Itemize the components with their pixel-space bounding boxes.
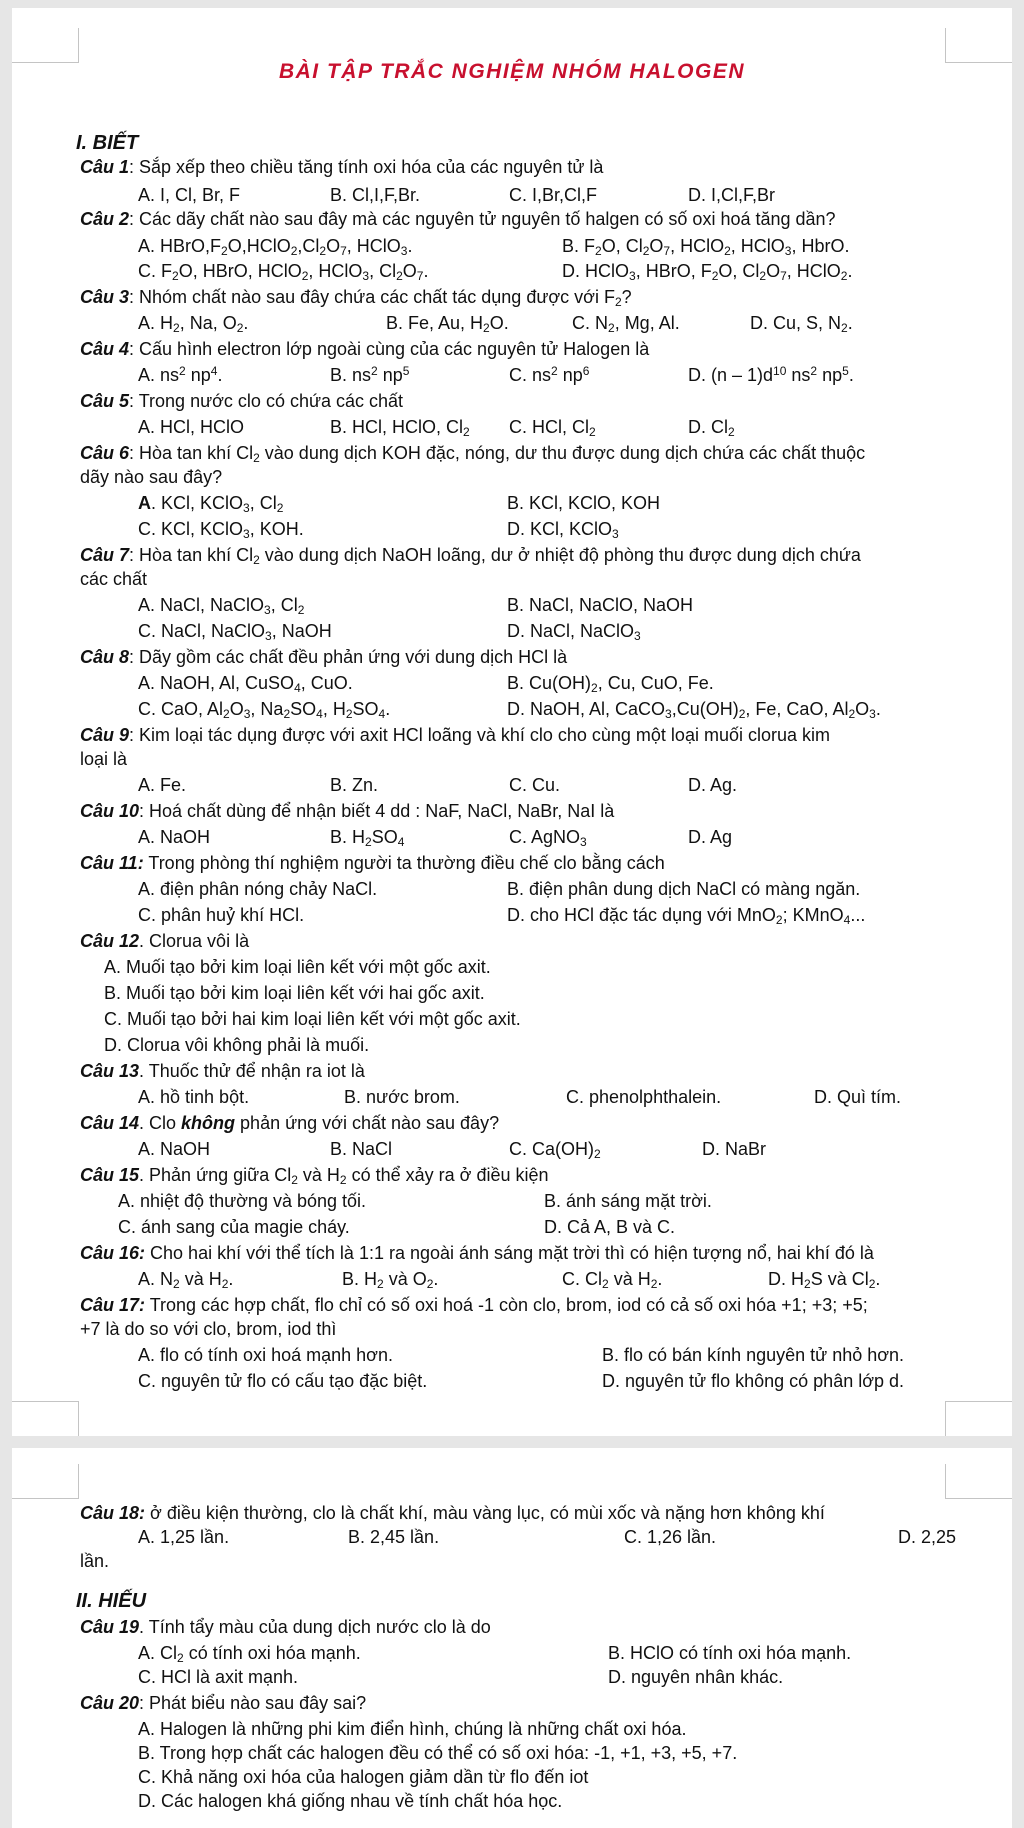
question-text: . Phản ứng giữa Cl — [139, 1165, 292, 1185]
question-text: : Cấu hình electron lớp ngoài cùng của các nguyên tử Halogen là — [129, 339, 650, 359]
question-text: Cho hai khí với thể tích là 1:1 ra ngoài ánh sáng mặt trời thì có hiện tượng nổ, hai khí đó là — [145, 1243, 874, 1263]
option-d: D. Các halogen khá giống nhau về tính chất hóa học. — [138, 1791, 563, 1811]
option-b: B. NaCl — [330, 1139, 393, 1159]
option-d: D. Ag — [688, 827, 733, 847]
crop-mark — [945, 1464, 1012, 1499]
question-text: phản ứng với chất nào sau đây? — [235, 1113, 500, 1133]
option-d: D. $(n - 1)d^{10}$ $ns^2$ $np^5$. — [688, 364, 854, 385]
option-b: B. $Cu(OH)_2$, Cu, CuO, Fe. — [507, 673, 714, 695]
option-d: D. nguyên nhân khác. — [608, 1667, 784, 1687]
option-a: A. $N_2$ và $H_2$. — [138, 1269, 234, 1291]
question-6: Câu 6: Hòa tan khí $Cl_2$ vào dung dịch KOH đặc, nóng, dư thu được dung dịch chứa các chất thuộc — [80, 443, 866, 465]
crop-mark — [945, 28, 1012, 63]
option-b: B. Cl,I,F,Br. — [330, 185, 421, 205]
option-b: B. $H_2SO_4$ — [330, 827, 405, 849]
option-text: , KOH. — [249, 519, 304, 539]
option-a: A. KCl, KClO$_3$, $Cl_2$ — [138, 493, 284, 515]
question-8 — [80, 646, 567, 668]
question-17 — [80, 1294, 868, 1316]
option-a: A. Muối tạo bởi kim loại liên kết với một gốc axit. — [104, 957, 491, 977]
option-c: C. $N_2$, Mg, Al. — [572, 313, 680, 335]
question-text: : Kim loại tác dụng được với axit HCl loãng và khí clo cho cùng một loại muối clorua kim — [129, 725, 830, 745]
question-label: Câu 1 — [80, 157, 130, 177]
option-c: C. HCl, $Cl_2$ — [509, 417, 596, 439]
question-label: Câu 9 — [80, 725, 130, 745]
option-d: D. Ag. — [688, 775, 738, 795]
question-text: vào dung dịch NaOH loãng, dư ở nhiệt độ phòng thu được dung dịch chứa — [259, 545, 861, 565]
question-text: Trong các hợp chất, flo chỉ có số oxi hoá -1 còn clo, brom, iod có cả số oxi hóa +1; +3; +5; — [145, 1295, 868, 1315]
question-text: vào dung dịch KOH đặc, nóng, dư thu được dung dịch chứa các chất thuộc — [259, 443, 866, 463]
question-text: . Clo — [139, 1113, 182, 1133]
option-d: D. $H_2S$ và $Cl_2$. — [768, 1269, 881, 1291]
option-a: A. NaCl, NaClO$_3$, $Cl_2$ — [138, 595, 305, 617]
option-a: A. I, Cl, Br, F — [138, 185, 241, 205]
question-label: Câu 18: — [80, 1503, 146, 1523]
section-heading: I. BIẾT — [76, 132, 139, 154]
option-c: C. KCl, KClO$_3$, KOH. — [138, 519, 304, 541]
option-b: B. Fe, Au, $H_2O$. — [386, 313, 509, 335]
question-label: Câu 19 — [80, 1617, 140, 1637]
option-d: D. nguyên tử flo không có phân lớp d. — [602, 1371, 905, 1391]
question-text-cont: loại là — [80, 749, 128, 769]
question-text-cont: lần. — [80, 1551, 110, 1571]
option-c: C. Cu. — [509, 775, 561, 795]
question-text: : Hòa tan khí Cl — [129, 443, 254, 463]
crop-mark — [12, 1401, 79, 1436]
option-a: A. NaOH — [138, 1139, 211, 1159]
question-text: : Các dãy chất nào sau đây mà các nguyên tử nguyên tố halgen có số oxi hoá tăng dần? — [129, 209, 836, 229]
question-2 — [80, 208, 836, 230]
document-title: BÀI TẬP TRẮC NGHIỆM NHÓM HALOGEN — [278, 60, 746, 83]
option-a: A. $Cl_2$ có tính oxi hóa mạnh. — [138, 1643, 361, 1665]
question-text-emphasis: không — [181, 1113, 236, 1133]
option-a: A. $ns^2$ $np^4$. — [138, 364, 223, 385]
question-12 — [80, 930, 249, 952]
option-d: D. HClO$_3$, HBrO, $F_2O$, $Cl_2O_7$, HClO$_2$. — [562, 261, 853, 283]
option-d: D. I,Cl,F,Br — [688, 185, 776, 205]
question-text: : Trong nước clo có chứa các chất — [129, 391, 404, 411]
question-text: . Thuốc thử để nhận ra iot là — [139, 1061, 365, 1081]
option-b: B. Zn. — [330, 775, 379, 795]
option-d: D. KCl, KClO$_3$ — [507, 519, 619, 541]
option-b: B. nước brom. — [344, 1087, 460, 1107]
option-c: C. NaCl, NaClO$_3$, NaOH — [138, 621, 332, 643]
option-c: C. Khả năng oxi hóa của halogen giảm dần từ flo đến iot — [138, 1767, 589, 1787]
question-label: Câu 14 — [80, 1113, 140, 1133]
section-heading: II. HIẾU — [76, 1590, 147, 1612]
question-1 — [80, 156, 603, 178]
option-b: B. KCl, KClO, KOH — [507, 493, 661, 513]
question-text: : Hòa tan khí Cl — [129, 545, 254, 565]
question-text: : Sắp xếp theo chiều tăng tính oxi hóa của các nguyên tử là — [129, 157, 604, 177]
option-a: A. flo có tính oxi hoá mạnh hơn. — [138, 1345, 393, 1365]
option-c: C. I,Br,Cl,F — [509, 185, 598, 205]
option-b: B. 2,45 lần. — [348, 1527, 440, 1547]
option-a: A. hồ tinh bột. — [138, 1087, 250, 1107]
option-a: A. nhiệt độ thường và bóng tối. — [118, 1191, 367, 1211]
option-d: D. NaOH, Al, $CaCO_3,Cu(OH)_2$, Fe, CaO, $Al_2O_3$. — [507, 699, 881, 721]
question-text: : Nhóm chất nào sau đây chứa các chất tác dụng được với F — [129, 287, 615, 307]
question-text-cont: các chất — [80, 569, 148, 589]
option-b: B. điện phân dung dịch NaCl có màng ngăn. — [507, 879, 861, 899]
option-d: D. cho HCl đặc tác dụng với MnO$_2$; KMnO$_4$... — [507, 905, 866, 927]
option-c: C. HCl là axit mạnh. — [138, 1667, 299, 1687]
question-label: Câu 7 — [80, 545, 130, 565]
option-c: C. ánh sang của magie cháy. — [118, 1217, 350, 1237]
option-c: C. phenolphthalein. — [566, 1087, 722, 1107]
option-c: C. AgNO$_3$ — [509, 827, 587, 849]
question-text: . Tính tẩy màu của dung dịch nước clo là do — [139, 1617, 491, 1637]
option-a: A. $H_2$, Na, $O_2$. — [138, 313, 249, 335]
option-b: B. HCl, HClO, $Cl_2$ — [330, 417, 470, 439]
option-c: C. Muối tạo bởi hai kim loại liên kết với một gốc axit. — [104, 1009, 521, 1029]
question-label: Câu 8 — [80, 647, 130, 667]
question-text-cont: dãy nào sau đây? — [80, 467, 223, 487]
option-d: D. Clorua vôi không phải là muối. — [104, 1035, 370, 1055]
option-b: B. $ns^2$ $np^5$ — [330, 364, 410, 385]
question-text: Trong phòng thí nghiệm người ta thường điều chế clo bằng cách — [143, 853, 665, 873]
question-label: Câu 10 — [80, 801, 140, 821]
option-c: C. $F_2O$, HBrO, HClO$_2$, HClO$_3$, $Cl_2O_7$. — [138, 261, 429, 283]
option-b: B. $F_2O$, $Cl_2O_7$, HClO$_2$, HClO$_3$, HbrO. — [562, 236, 850, 258]
option-c: C. $ns^2$ $np^6$ — [509, 364, 590, 385]
question-label: Câu 11: — [80, 853, 144, 873]
option-c: C. $Ca(OH)_2$ — [509, 1139, 601, 1161]
question-text: : Dãy gồm các chất đều phản ứng với dung dịch HCl là — [129, 647, 568, 667]
option-c: C. $Cl_2$ và $H_2$. — [562, 1269, 663, 1291]
option-b: B. Muối tạo bởi kim loại liên kết với hai gốc axit. — [104, 983, 485, 1003]
question-text: . Clorua vôi là — [139, 931, 250, 951]
option-c: C. nguyên tử flo có cấu tạo đặc biệt. — [138, 1371, 428, 1391]
option-d: D. $Cl_2$ — [688, 417, 735, 439]
page-1 — [12, 8, 1012, 1436]
question-14 — [80, 1112, 499, 1134]
crop-mark — [945, 1401, 1012, 1436]
question-text: ở điều kiện thường, clo là chất khí, màu vàng lục, có mùi xốc và nặng hơn không khí — [145, 1503, 825, 1523]
question-9 — [80, 724, 830, 746]
question-label: Câu 2 — [80, 209, 130, 229]
option-b: B. $H_2$ và $O_2$. — [342, 1269, 439, 1291]
question-10 — [80, 800, 614, 822]
option-c: C. phân huỷ khí HCl. — [138, 905, 305, 925]
option-d: D. NaCl, NaClO$_3$ — [507, 621, 641, 643]
question-label: Câu 20 — [80, 1693, 140, 1713]
option-b: B. Trong hợp chất các halogen đều có thể có số oxi hóa: -1, +1, +3, +5, +7. — [138, 1743, 738, 1763]
crop-mark — [12, 28, 79, 63]
question-4 — [80, 338, 649, 360]
option-text: C. KCl, KClO — [138, 519, 244, 539]
option-c: C. CaO, $Al_2O_3$, $Na_2SO_4$, $H_2SO_4$. — [138, 699, 391, 721]
question-label: Câu 5 — [80, 391, 130, 411]
question-label: Câu 6 — [80, 443, 130, 463]
option-d: D. Quì tím. — [814, 1087, 902, 1107]
question-label: Câu 4 — [80, 339, 130, 359]
option-d: D. NaBr — [702, 1139, 767, 1159]
option-a: A. Halogen là những phi kim điển hình, chúng là những chất oxi hóa. — [138, 1719, 687, 1739]
question-label: Câu 3 — [80, 287, 130, 307]
question-15: Câu 15. Phản ứng giữa $Cl_2$ và $H_2$ có thể xảy ra ở điều kiện — [80, 1165, 549, 1187]
question-7: Câu 7: Hòa tan khí $Cl_2$ vào dung dịch NaOH loãng, dư ở nhiệt độ phòng thu được dung dịch chứa — [80, 545, 861, 567]
option-b: B. HClO có tính oxi hóa mạnh. — [608, 1643, 852, 1663]
option-a: A. $HBrO,F_2O,HClO_2,Cl_2O_7$, HClO$_3$. — [138, 236, 413, 258]
question-text-cont: +7 là do so với clo, brom, iod thì — [80, 1319, 337, 1339]
option-a: A. NaOH — [138, 827, 211, 847]
option-a: A. điện phân nóng chảy NaCl. — [138, 879, 378, 899]
option-d: D. Cả A, B và C. — [544, 1217, 676, 1237]
question-label: Câu 15 — [80, 1165, 140, 1185]
question-13 — [80, 1060, 365, 1082]
question-16 — [80, 1242, 874, 1264]
question-text: : Phát biểu nào sau đây sai? — [139, 1693, 367, 1713]
question-label: Câu 12 — [80, 931, 140, 951]
question-label: Câu 16: — [80, 1243, 146, 1263]
option-a: A. 1,25 lần. — [138, 1527, 230, 1547]
question-11 — [80, 852, 665, 874]
option-b: B. NaCl, NaClO, NaOH — [507, 595, 694, 615]
question-5 — [80, 390, 403, 412]
question-18 — [80, 1502, 825, 1524]
option-text: D. cho HCl đặc tác dụng với MnO — [507, 905, 776, 925]
option-d: D. Cu, S, $N_2$. — [750, 313, 853, 335]
question-text: : Hoá chất dùng để nhận biết 4 dd : NaF, NaCl, NaBr, NaI là — [139, 801, 615, 821]
question-19 — [80, 1616, 491, 1638]
option-b: B. ánh sáng mặt trời. — [544, 1191, 712, 1211]
option-a: A. Fe. — [138, 775, 187, 795]
question-3: Câu 3: Nhóm chất nào sau đây chứa các chất tác dụng được với $F_2$? — [80, 287, 632, 309]
question-label: Câu 13 — [80, 1061, 140, 1081]
option-a: A. HCl, HClO — [138, 417, 245, 437]
option-d: D. 2,25 — [898, 1527, 957, 1547]
question-20 — [80, 1692, 366, 1714]
question-label: Câu 17: — [80, 1295, 146, 1315]
page-2 — [12, 1448, 1012, 1828]
option-c: C. 1,26 lần. — [624, 1527, 717, 1547]
crop-mark — [12, 1464, 79, 1499]
option-a: A. NaOH, Al, CuSO$_4$, CuO. — [138, 673, 353, 695]
option-b: B. flo có bán kính nguyên tử nhỏ hơn. — [602, 1345, 905, 1365]
